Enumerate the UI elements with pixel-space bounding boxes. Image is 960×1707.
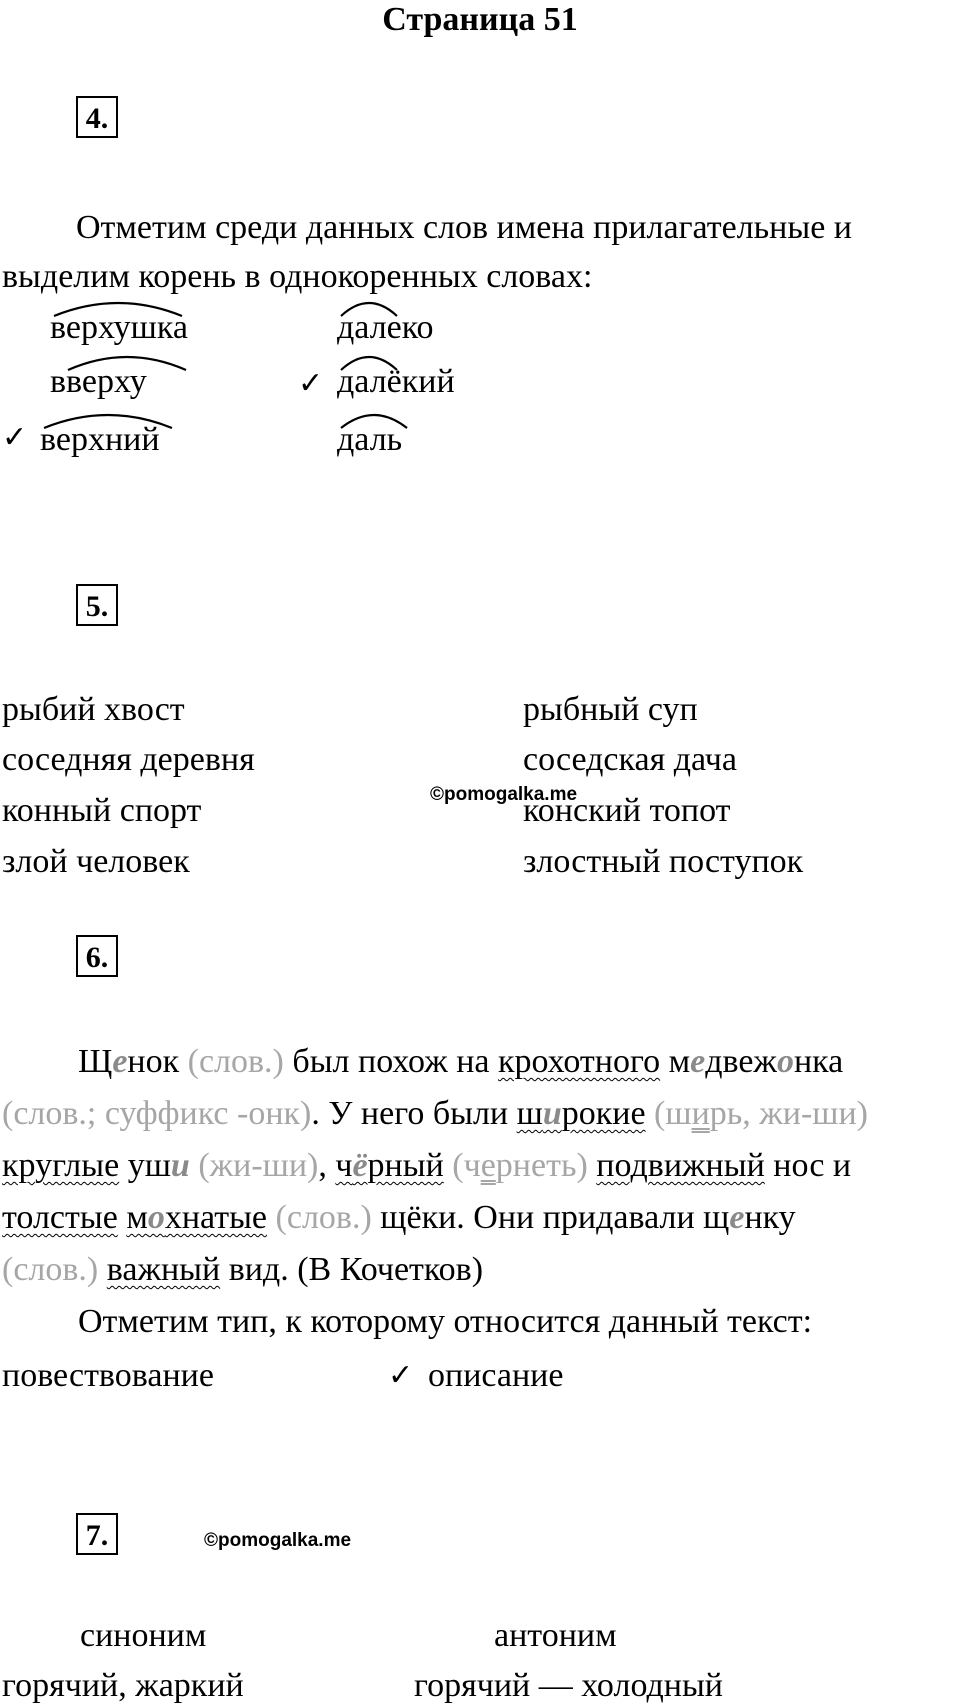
task-6-question: Отметим тип, к которому относится данный текст: (78, 1303, 813, 1340)
root-arc-icon (339, 404, 409, 430)
word-verkhushka (50, 308, 188, 348)
vowel: и (170, 1147, 190, 1184)
text-run: м (660, 1043, 691, 1080)
task-6-line-5 (2, 1250, 483, 1290)
option-narration: повествование (2, 1357, 214, 1394)
adjective: круглые (2, 1147, 120, 1184)
task-5-right-2: конский топот (523, 792, 731, 829)
page-title: Страница 51 (382, 1, 578, 38)
check-mark-icon: ✓ (2, 420, 28, 455)
word-label: вверху (50, 363, 147, 400)
text-run: хнатые (164, 1199, 268, 1236)
task-6-line-3 (2, 1146, 851, 1186)
watermark: ©pomogalka.me (430, 784, 578, 805)
text-run: . У него были (311, 1095, 517, 1132)
vowel: е (112, 1043, 128, 1080)
task-5-right-0: рыбный суп (523, 691, 698, 728)
word-daleko (337, 308, 434, 348)
check-mark-icon: ✓ (298, 366, 324, 401)
word-dalekiy (337, 362, 455, 402)
word-dal (337, 420, 402, 460)
text-run: м (126, 1199, 148, 1236)
task-5-left-1: соседняя деревня (2, 741, 255, 778)
task-6-line-1 (78, 1042, 843, 1082)
text-run: рный (367, 1147, 444, 1184)
task-5-right-3: злостный поступок (523, 843, 804, 880)
text-run: (ш (645, 1095, 692, 1132)
vowel: е (729, 1199, 745, 1236)
word-label: верхний (40, 421, 160, 458)
option-description: описание (428, 1357, 564, 1394)
text-run: ш (516, 1095, 543, 1132)
root-arc-icon (339, 292, 399, 318)
antonym-row: горячий — холодный (414, 1667, 724, 1704)
text-run (588, 1147, 597, 1184)
vowel: и (691, 1095, 710, 1132)
text-run: ч (335, 1147, 353, 1184)
root-arc-icon (52, 292, 184, 318)
hint: (слов.) (2, 1251, 99, 1288)
adjective (517, 1095, 646, 1132)
word-verkhniy (40, 420, 160, 460)
task-6-line-4 (2, 1198, 796, 1238)
hint (444, 1147, 588, 1184)
text-run: рнеть) (495, 1147, 588, 1184)
text-run: двеж (705, 1043, 777, 1080)
task-6-number: 6. (76, 935, 118, 977)
hint (646, 1095, 868, 1132)
synonym-header: синоним (80, 1617, 207, 1654)
check-mark-icon: ✓ (388, 1358, 414, 1393)
root-arc-icon (339, 346, 399, 372)
vowel: о (776, 1043, 794, 1080)
vowel: е (480, 1147, 496, 1184)
synonym-row: горячий, жаркий (2, 1667, 244, 1704)
text-run: рь, жи-ши) (709, 1095, 868, 1132)
vowel: ё (352, 1147, 368, 1184)
text-run: нос и (764, 1147, 852, 1184)
text-run: щёки. Они придавали щ (371, 1199, 730, 1236)
text-run: (ч (443, 1147, 481, 1184)
text-run: нка (793, 1043, 844, 1080)
text-run: уш (119, 1147, 171, 1184)
word-label: далёкий (337, 363, 455, 400)
task-4-intro-line1: Отметим среди данных слов имена прилагательные и (76, 209, 852, 246)
task-4-number: 4. (76, 96, 118, 138)
watermark: ©pomogalka.me (204, 1530, 352, 1551)
vowel: и (542, 1095, 562, 1132)
hint: (слов.) (187, 1043, 284, 1080)
adjective (335, 1147, 443, 1184)
text-run: рокие (561, 1095, 646, 1132)
adjective (126, 1199, 267, 1236)
vowel: е (690, 1043, 706, 1080)
antonym-header: антоним (494, 1617, 617, 1654)
task-5-right-1: соседская дача (523, 741, 737, 778)
adjective: крохотного (497, 1043, 661, 1080)
task-5-left-3: злой человек (2, 843, 190, 880)
hint: (жи-ши) (189, 1147, 319, 1184)
word-label: верхушка (50, 309, 188, 346)
task-4-intro-line2: выделим корень в однокоренных словах: (2, 258, 593, 295)
task-5-number: 5. (76, 584, 118, 626)
task-6-line-2 (2, 1094, 868, 1134)
root-arc-icon (42, 404, 174, 430)
vowel: о (147, 1199, 165, 1236)
task-5-left-2: конный спорт (2, 792, 202, 829)
text-run (98, 1251, 107, 1288)
adjective: важный (106, 1251, 221, 1288)
hint: (слов.) (267, 1199, 372, 1236)
task-7-number: 7. (76, 1513, 118, 1555)
hint: (слов.; суффикс -онк) (2, 1095, 312, 1132)
word-label: далеко (337, 309, 434, 346)
adjective: толстые (2, 1199, 118, 1236)
task-5-left-0: рыбий хвост (2, 691, 185, 728)
text-run: нок (127, 1043, 188, 1080)
text-run: нку (744, 1199, 796, 1236)
adjective: подвижный (596, 1147, 765, 1184)
root-arc-icon (66, 346, 188, 372)
text-run: был похож на (283, 1043, 498, 1080)
text-run: , (318, 1147, 336, 1184)
word-label: даль (337, 421, 403, 458)
word-vverkhu (50, 362, 147, 402)
text-run: вид. (В Кочетков) (220, 1251, 484, 1288)
text-run: Щ (78, 1043, 113, 1080)
